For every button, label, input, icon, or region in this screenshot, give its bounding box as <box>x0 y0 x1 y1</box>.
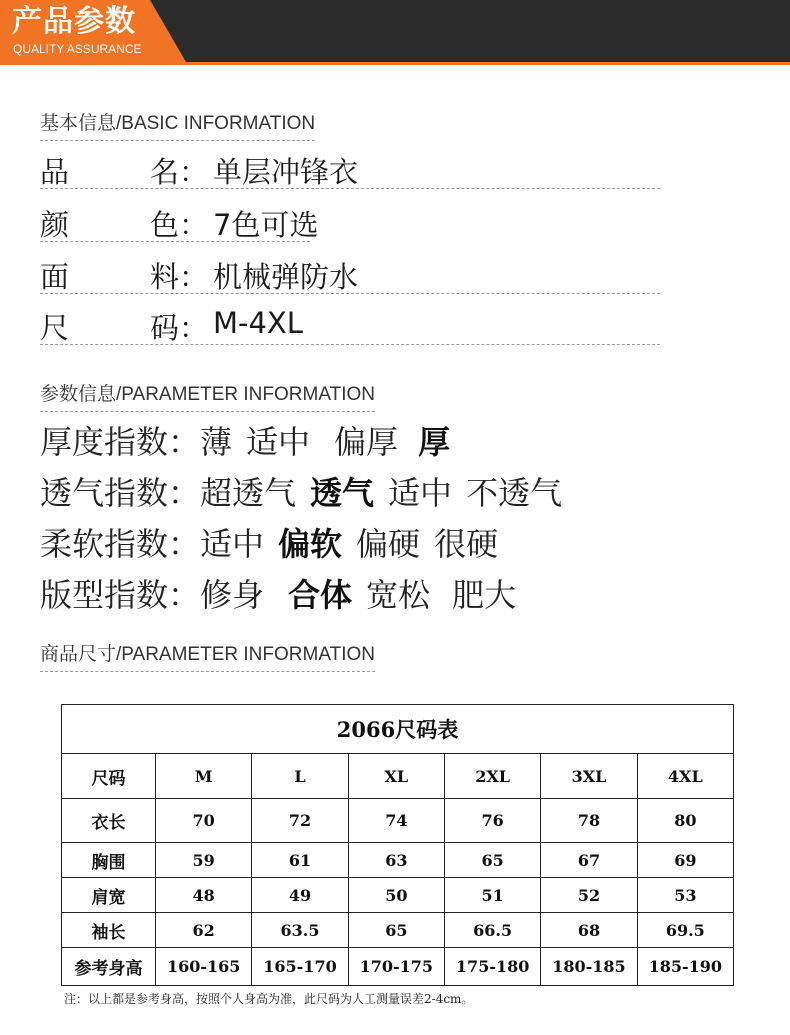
param-option: 不透气 <box>466 474 563 512</box>
info-label-char1: 颜 <box>40 208 70 242</box>
table-row-label: 袖长 <box>62 913 156 948</box>
table-row-label: 肩宽 <box>62 878 156 913</box>
info-label-char1: 尺 <box>40 311 70 345</box>
table-cell: 48 <box>156 878 252 913</box>
param-option-selected: 厚 <box>418 423 451 461</box>
param-option: 适中 <box>246 423 311 461</box>
info-label-char2: 料： <box>150 260 209 294</box>
table-cell: 63.5 <box>252 913 348 948</box>
info-value: 机械弹防水 <box>213 260 359 294</box>
table-title-row <box>62 705 734 754</box>
table-cell: 68 <box>541 913 637 948</box>
table-cell: 53 <box>637 878 733 913</box>
info-label-char1: 品 <box>40 155 70 189</box>
basic-info-heading: 基本信息/BASIC INFORMATION <box>40 112 315 141</box>
table-cell: 65 <box>444 843 540 878</box>
param-row-thickness <box>40 422 464 462</box>
param-option: 肥大 <box>452 576 517 614</box>
param-option: 适中 <box>200 525 265 563</box>
param-option: 薄 <box>200 423 233 461</box>
info-row-fabric <box>40 249 660 294</box>
table-cell: 66.5 <box>444 913 540 948</box>
table-cell: 62 <box>156 913 252 948</box>
table-header-size: 2XL <box>444 754 540 799</box>
info-label-char2: 色： <box>150 208 209 242</box>
param-option: 适中 <box>388 474 453 512</box>
table-cell: 175-180 <box>444 948 540 986</box>
param-option: 偏硬 <box>356 525 421 563</box>
param-label: 厚度指数： <box>40 423 201 461</box>
param-label: 柔软指数： <box>40 525 201 563</box>
size-table <box>61 704 734 986</box>
param-option: 很硬 <box>434 525 499 563</box>
table-cell: 69.5 <box>637 913 733 948</box>
table-cell: 185-190 <box>637 948 733 986</box>
param-option: 超透气 <box>200 474 297 512</box>
info-label-char1: 面 <box>40 260 70 294</box>
param-option-selected: 透气 <box>310 474 375 512</box>
table-cell: 70 <box>156 799 252 843</box>
param-label: 透气指数： <box>40 474 201 512</box>
param-option-selected: 偏软 <box>278 525 343 563</box>
table-header-row <box>62 754 734 799</box>
param-option: 偏厚 <box>334 423 399 461</box>
info-row-size <box>40 300 660 345</box>
param-option: 修身 <box>200 576 265 614</box>
table-cell: 52 <box>541 878 637 913</box>
table-cell: 61 <box>252 843 348 878</box>
size-note: 注：以上都是参考身高，按照个人身高为准，此尺码为人工测量误差2-4cm。 <box>64 992 474 1006</box>
table-row <box>62 878 734 913</box>
table-cell: 180-185 <box>541 948 637 986</box>
table-row-label: 衣长 <box>62 799 156 843</box>
table-header-size: M <box>156 754 252 799</box>
table-cell: 80 <box>637 799 733 843</box>
banner-title: 产品参数 <box>12 4 136 39</box>
table-cell: 76 <box>444 799 540 843</box>
table-row <box>62 799 734 843</box>
param-option-selected: 合体 <box>288 576 353 614</box>
table-cell: 49 <box>252 878 348 913</box>
table-header-size: L <box>252 754 348 799</box>
table-cell: 78 <box>541 799 637 843</box>
info-row-color <box>40 197 319 242</box>
param-row-fit <box>40 575 530 615</box>
table-cell: 50 <box>348 878 444 913</box>
table-cell: 65 <box>348 913 444 948</box>
table-cell: 74 <box>348 799 444 843</box>
info-row-name <box>40 144 660 189</box>
table-row <box>62 948 734 986</box>
table-cell: 170-175 <box>348 948 444 986</box>
table-header-size: XL <box>348 754 444 799</box>
table-cell: 69 <box>637 843 733 878</box>
table-cell: 72 <box>252 799 348 843</box>
size-info-heading: 商品尺寸/PARAMETER INFORMATION <box>40 643 375 672</box>
table-title: 2066尺码表 <box>62 705 734 754</box>
info-value: M-4XL <box>213 306 303 340</box>
table-cell: 67 <box>541 843 637 878</box>
info-value: 7色可选 <box>213 208 319 242</box>
table-header-size: 3XL <box>541 754 637 799</box>
table-row-label: 胸围 <box>62 843 156 878</box>
param-row-softness <box>40 524 512 564</box>
table-row <box>62 843 734 878</box>
table-cell: 165-170 <box>252 948 348 986</box>
banner-underline <box>0 62 790 65</box>
table-header-size: 4XL <box>637 754 733 799</box>
param-row-breathability <box>40 473 576 513</box>
table-cell: 160-165 <box>156 948 252 986</box>
param-option: 宽松 <box>366 576 431 614</box>
table-cell: 51 <box>444 878 540 913</box>
header-banner <box>0 0 790 62</box>
param-label: 版型指数： <box>40 576 201 614</box>
table-row-label: 参考身高 <box>62 948 156 986</box>
table-header-label: 尺码 <box>62 754 156 799</box>
table-row <box>62 913 734 948</box>
info-label-char2: 名： <box>150 155 209 189</box>
param-info-heading: 参数信息/PARAMETER INFORMATION <box>40 383 375 412</box>
table-cell: 63 <box>348 843 444 878</box>
banner-subtitle: QUALITY ASSURANCE <box>13 42 142 56</box>
info-value: 单层冲锋衣 <box>213 155 359 189</box>
table-cell: 59 <box>156 843 252 878</box>
info-label-char2: 码： <box>150 311 209 345</box>
